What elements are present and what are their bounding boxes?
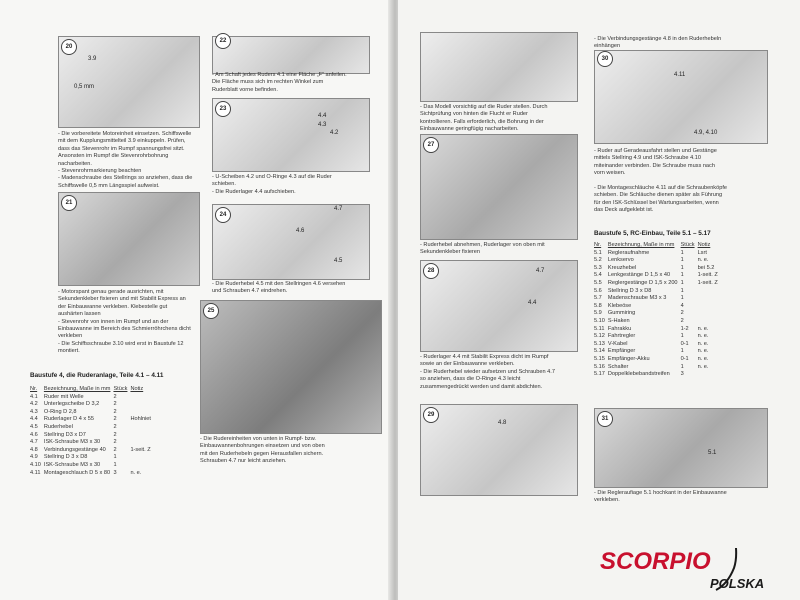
- table-5-cell-nr: 5.11: [594, 325, 605, 332]
- table-5-cell-nr: 5.5: [594, 279, 602, 286]
- step-23-number: 23: [215, 101, 231, 117]
- table-5-header-qty: Stück: [680, 242, 695, 248]
- step-20-photo: [58, 36, 200, 128]
- table-5-cell-qty: 1: [680, 287, 684, 294]
- table-4-row: [30, 432, 154, 440]
- table-5-cell-note: n. e.: [697, 333, 709, 340]
- table-4-cell-note: [130, 462, 154, 470]
- table-5-cell-qty: 2: [680, 317, 684, 324]
- left-page: [0, 0, 392, 600]
- table-4-cell-nr: 4.9: [30, 454, 38, 461]
- table-5-cell-note: [698, 288, 721, 296]
- step-31-photo: [594, 408, 768, 488]
- table-4-row: [30, 462, 154, 470]
- logo-sub-text: POLSKA: [710, 576, 765, 591]
- table-4-cell-qty: 3: [113, 469, 117, 476]
- table-4-cell-name: O-Ring D 2,8: [43, 408, 77, 415]
- table-5-cell-nr: 5.13: [594, 340, 605, 347]
- table-4-cell-nr: 4.7: [30, 439, 38, 446]
- table-4-header-name: Bezeichnung, Maße in mm: [43, 386, 111, 392]
- table-5-cell-nr: 5.3: [594, 264, 602, 271]
- table-4-cell-nr: 4.5: [30, 423, 38, 430]
- table-5-cell-nr: 5.4: [594, 272, 602, 279]
- step-26-photo: [420, 32, 578, 102]
- step-22-caption: - Am Schaft jedes Ruders 4.1 eine Fläche „F“ anfeilen. Die Fläche muss sich im rechten Winkel zum Ruderblatt vorne befinden.: [212, 72, 347, 93]
- table-4-cell-qty: 1: [113, 461, 117, 468]
- table-5-cell-note: n. e.: [697, 348, 709, 355]
- step-25-number: 25: [203, 303, 219, 319]
- table-5-cell-note: [698, 371, 721, 379]
- table-4-cell-nr: 4.1: [30, 393, 38, 400]
- table-4-row: [30, 447, 154, 455]
- table-4-cell-nr: 4.6: [30, 431, 38, 438]
- table-5-row: [594, 364, 721, 372]
- table-5-cell-name: V-Kabel: [607, 340, 628, 347]
- table-5-cell-nr: 5.16: [594, 363, 605, 370]
- table-5: [594, 242, 721, 379]
- step-27-photo: [420, 134, 578, 240]
- table-5-cell-nr: 5.7: [594, 295, 602, 302]
- step-20-label-2: 0,5 mm: [74, 84, 95, 90]
- table-4-row: [30, 409, 154, 417]
- step-24-label-2: 4.6: [296, 228, 305, 234]
- table-4-cell-note: [130, 432, 154, 440]
- table-5-row: [594, 318, 721, 326]
- table-4-row: [30, 416, 154, 424]
- table-4-cell-note: [130, 424, 154, 432]
- table-5-cell-note: [698, 303, 721, 311]
- table-4-row: [30, 470, 154, 478]
- table-4-cell-name: ISK-Schraube M3 x 30: [43, 461, 101, 468]
- table-5-cell-name: Empfänger: [607, 348, 636, 355]
- table-4-cell-nr: 4.2: [30, 401, 38, 408]
- table-4-cell-qty: 2: [113, 431, 117, 438]
- step-30-caption-top: - Die Verbindungsgestänge 4.8 in den Ruderhebeln einhängen: [594, 36, 722, 50]
- table-5-cell-note: Lsrt: [697, 249, 707, 256]
- table-5-row: [594, 265, 721, 273]
- table-5-cell-name: Lenkgestänge D 1,5 x 40: [607, 272, 671, 279]
- table-5-cell-qty: 1: [680, 348, 684, 355]
- table-5-cell-name: Doppelklebebandstreifen: [607, 371, 670, 378]
- table-5-cell-name: Stellring D 3 x D8: [607, 287, 652, 294]
- table-5-row: [594, 371, 721, 379]
- table-5-row: [594, 356, 721, 364]
- step-23-photo: [212, 98, 370, 172]
- step-23-label-3: 4.2: [330, 130, 339, 136]
- scorpio-polska-logo: [596, 548, 796, 598]
- table-5-cell-nr: 5.12: [594, 333, 605, 340]
- table-5-row: [594, 280, 721, 288]
- table-5-row: [594, 303, 721, 311]
- table-4-cell-nr: 4.3: [30, 408, 38, 415]
- step-31-number: 31: [597, 411, 613, 427]
- table-5-cell-nr: 5.14: [594, 348, 605, 355]
- step-24-photo: [212, 204, 370, 280]
- table-4-cell-nr: 4.8: [30, 446, 38, 453]
- table-4-cell-qty: 2: [113, 416, 117, 423]
- table-5-cell-qty: 1: [680, 272, 684, 279]
- table-4-cell-name: Unterlegscheibe D 3,2: [43, 401, 100, 408]
- table-4-cell-note: Hohlniet: [130, 416, 151, 423]
- table-5-cell-note: n. e.: [697, 257, 709, 264]
- step-29-number: 29: [423, 407, 439, 423]
- step-28-label-2: 4.4: [528, 300, 537, 306]
- step-29-photo: [420, 404, 578, 496]
- table-4-cell-name: Ruderlager D 4 x 55: [43, 416, 94, 423]
- table-4-cell-note: [130, 439, 154, 447]
- table-5-cell-qty: 3: [680, 371, 684, 378]
- table-4-cell-name: Ruder mit Welle: [43, 393, 84, 400]
- table-5-cell-name: Reglergestänge D 1,5 x 200: [607, 279, 678, 286]
- table-4-cell-qty: 2: [113, 408, 117, 415]
- step-24-caption: - Die Ruderhebel 4.5 mit den Stellringen 4.6 versehen und Schrauben 4.7 eindrehen.: [212, 281, 346, 295]
- table-4-cell-qty: 2: [113, 401, 117, 408]
- logo-main-text: SCORPIO: [600, 548, 711, 575]
- table-5-row: [594, 288, 721, 296]
- table-5-cell-qty: 1: [680, 363, 684, 370]
- table-5-cell-nr: 5.2: [594, 257, 602, 264]
- table-4-cell-name: Montageschlauch D 5 x 80: [43, 469, 111, 476]
- table-5-cell-name: Lenkservo: [607, 257, 634, 264]
- table-4-cell-name: ISK-Schraube M3 x 30: [43, 439, 101, 446]
- table-5-cell-nr: 5.17: [594, 371, 605, 378]
- table-5-cell-note: [698, 318, 721, 326]
- table-5-cell-note: n. e.: [697, 340, 709, 347]
- table-4-row: [30, 439, 154, 447]
- table-5-header-name: Bezeichnung, Maße in mm: [607, 242, 675, 248]
- step-24-label-1: 4.7: [334, 206, 343, 212]
- step-21-caption: - Motorspant genau gerade ausrichten, mit Sekundenkleber fixieren und mit Stabilit Express an der Einbauwanne verkleben. Klebestelle gut aushärten lassen - Stevenrohr von innen im Rumpf und an der Einbauwanne im Bereich des Schmierröhrchens dicht verkleben - Die Schiffsschraube 3.10 wird erst in Baustufe 12 montiert.: [58, 289, 191, 355]
- table-5-row: [594, 326, 721, 334]
- table-5-cell-name: Fahrtregler: [607, 333, 636, 340]
- step-30-number: 30: [597, 51, 613, 67]
- table-5-cell-name: S-Haken: [607, 317, 630, 324]
- table-5-cell-qty: 1: [680, 257, 684, 264]
- step-21-number: 21: [61, 195, 77, 211]
- table-5-cell-note: bei 5.2: [697, 264, 715, 271]
- table-4-cell-name: Verbindungsgestänge 40: [43, 446, 106, 453]
- step-30-caption-bottom: - Ruder auf Geradeausfahrt stellen und Gestänge mittels Stellring 4.9 und ISK-Schraube 4.10 miteinander verbinden. Die Schraube muss nach vorn weisen. - Die Montageschläuche 4.11 auf die Schraubenköpfe schieben. Die Schläuche dienen später als Führung für den ISK-Schlüssel bei Wartungsarbeiten, wenn das Deck aufgeklebt ist.: [594, 148, 727, 214]
- table-5-cell-nr: 5.6: [594, 287, 602, 294]
- table-5-row: [594, 257, 721, 265]
- table-4-cell-qty: 2: [113, 439, 117, 446]
- table-5-cell-nr: 5.15: [594, 355, 605, 362]
- step-29-label-1: 4.8: [498, 420, 507, 426]
- table-5-row: [594, 250, 721, 258]
- table-4-row: [30, 394, 154, 402]
- step-23-label-1: 4.4: [318, 113, 327, 119]
- table-4-cell-note: n. e.: [130, 469, 142, 476]
- step-30-photo: [594, 50, 768, 144]
- table-4-cell-name: Stellring D3 x D7: [43, 431, 86, 438]
- table-5-cell-nr: 5.8: [594, 302, 602, 309]
- step-30-label-2: 4.9, 4.10: [694, 130, 718, 136]
- table-5-cell-name: Empfänger-Akku: [607, 355, 650, 362]
- step-25-photo: [200, 300, 382, 434]
- step-31-caption: - Die Regleraufiage 5.1 hochkant in der Einbauwanne verkleben.: [594, 490, 727, 504]
- table-5-cell-nr: 5.1: [594, 249, 602, 256]
- table-5-title: Baustufe 5, RC-Einbau, Teile 5.1 – 5.17: [594, 230, 711, 237]
- step-22-number: 22: [215, 33, 231, 49]
- table-4-cell-name: Stellring D 3 x D8: [43, 454, 88, 461]
- table-5-header-note: Notiz: [697, 242, 711, 248]
- step-31-label-1: 5.1: [708, 450, 717, 456]
- table-5-cell-qty: 2: [680, 310, 684, 317]
- step-20-label-1: 3.9: [88, 56, 97, 62]
- table-5-cell-note: n. e.: [697, 355, 709, 362]
- table-4-cell-note: [130, 409, 154, 417]
- step-28-number: 28: [423, 263, 439, 279]
- step-27-caption: - Ruderhebel abnehmen, Ruderlager von oben mit Sekundenkleber fixieren: [420, 242, 545, 256]
- table-5-row: [594, 348, 721, 356]
- table-5-cell-nr: 5.9: [594, 310, 602, 317]
- step-23-caption: - U-Scheiben 4.2 und O-Ringe 4.3 auf die Ruder schieben. - Die Ruderlager 4.4 aufschieben.: [212, 174, 332, 195]
- step-27-number: 27: [423, 137, 439, 153]
- table-5-cell-name: Madenschraube M3 x 3: [607, 295, 667, 302]
- table-4-cell-nr: 4.11: [30, 469, 41, 476]
- table-5-row: [594, 341, 721, 349]
- table-4-header-qty: Stück: [113, 386, 128, 392]
- step-24-label-3: 4.5: [334, 258, 343, 264]
- table-5-cell-nr: 5.10: [594, 317, 605, 324]
- table-5-header-nr: Nr.: [594, 242, 602, 248]
- table-4-header-note: Notiz: [130, 386, 144, 392]
- table-4-row: [30, 424, 154, 432]
- table-5-header-row: [594, 242, 721, 250]
- step-28-photo: [420, 260, 578, 352]
- table-5-cell-note: [698, 295, 721, 303]
- table-4-title: Baustufe 4, die Ruderanlage, Teile 4.1 – 4.11: [30, 372, 164, 379]
- table-4-row: [30, 454, 154, 462]
- table-5-row: [594, 333, 721, 341]
- step-22-photo: [212, 36, 370, 74]
- table-5-cell-qty: 1: [680, 295, 684, 302]
- table-4-cell-qty: 2: [113, 446, 117, 453]
- table-4-body: [30, 394, 154, 478]
- table-4-cell-qty: 2: [113, 423, 117, 430]
- step-21-photo: [58, 192, 200, 286]
- table-4-header-nr: Nr.: [30, 386, 38, 392]
- table-4-cell-note: [130, 454, 154, 462]
- table-5-row: [594, 272, 721, 280]
- table-4-cell-note: 1-seit. Z: [130, 446, 151, 453]
- step-25-caption: - Die Rudereinheiten von unten in Rumpf- bzw. Einbauwannenbohrungen einsetzen und von oben mit den Ruderhebeln gegen Herausfallen sichern. Schrauben 4.7 nur leicht anziehen.: [200, 436, 325, 465]
- table-5-cell-qty: 1: [680, 333, 684, 340]
- table-5-cell-qty: 1: [680, 264, 684, 271]
- table-4-cell-nr: 4.10: [30, 461, 41, 468]
- table-5-cell-note: 1-seit. Z: [697, 272, 718, 279]
- table-5-cell-name: Kreuzhebel: [607, 264, 637, 271]
- step-28-label-1: 4.7: [536, 268, 545, 274]
- table-5-cell-note: n. e.: [697, 363, 709, 370]
- step-30-label-1: 4.11: [674, 72, 686, 78]
- table-5-cell-name: Gummiring: [607, 310, 636, 317]
- table-5-cell-name: Fahrakku: [607, 325, 632, 332]
- table-5-row: [594, 295, 721, 303]
- table-5-cell-qty: 4: [680, 302, 684, 309]
- table-4-cell-note: [130, 394, 154, 402]
- step-28-caption: - Ruderlager 4.4 mit Stabilit Express dicht im Rumpf sowie an der Einbauwanne verkleben. - Die Ruderhebel wieder aufsetzen und Schrauben 4.7 so anziehen, dass die O-Ringe 4.3 leicht zusammengedrückt werden und damit abdichten.: [420, 354, 555, 390]
- table-5-cell-qty: 0-1: [680, 355, 689, 362]
- step-26-caption: - Das Modell vorsichtig auf die Ruder stellen. Durch Sichtprüfung von hinten die Flucht er Ruder kontrollieren. Falls erforderlich, die Bohrung in der Einbauwanne geringfügig nacharbeiten.: [420, 104, 548, 133]
- table-4-cell-nr: 4.4: [30, 416, 38, 423]
- table-5-cell-note: 1-seit. Z: [697, 279, 718, 286]
- table-5-body: [594, 250, 721, 379]
- table-5-cell-qty: 1: [680, 249, 684, 256]
- table-4-header-row: [30, 386, 154, 394]
- table-5-cell-qty: 1-2: [680, 325, 689, 332]
- table-5-cell-name: Regleraufnahme: [607, 249, 650, 256]
- step-20-caption: - Die vorbereitete Motoreinheit einsetzen. Schiffswelle mit dem Kupplungsmittelteil 3.9 einkuppeln. Prüfen, dass das Stevenrohr im Rumpf spannungsfrei sitzt. Ansonsten im Rumpf die Stevenrohrbohrung nacharbeiten. - Stevenrohrmarkierung beachten - Madenschraube des Stellrings so anziehen, dass die Schiffswelle 0,5 mm Längsspiel aufweist.: [58, 131, 193, 189]
- step-20-number: 20: [61, 39, 77, 55]
- table-4-cell-name: Ruderhebel: [43, 423, 73, 430]
- step-24-number: 24: [215, 207, 231, 223]
- table-5-row: [594, 310, 721, 318]
- table-5-cell-note: [698, 310, 721, 318]
- right-page: [398, 0, 800, 600]
- table-5-cell-name: Klebeöse: [607, 302, 632, 309]
- table-5-cell-qty: 1: [680, 279, 684, 286]
- table-4: [30, 386, 154, 477]
- table-4-cell-note: [130, 401, 154, 409]
- table-5-cell-name: Schalter: [607, 363, 629, 370]
- table-4-cell-qty: 1: [113, 454, 117, 461]
- table-5-cell-note: n. e.: [697, 325, 709, 332]
- table-4-row: [30, 401, 154, 409]
- table-4-cell-qty: 2: [113, 393, 117, 400]
- table-5-cell-qty: 0-1: [680, 340, 689, 347]
- step-23-label-2: 4.3: [318, 122, 327, 128]
